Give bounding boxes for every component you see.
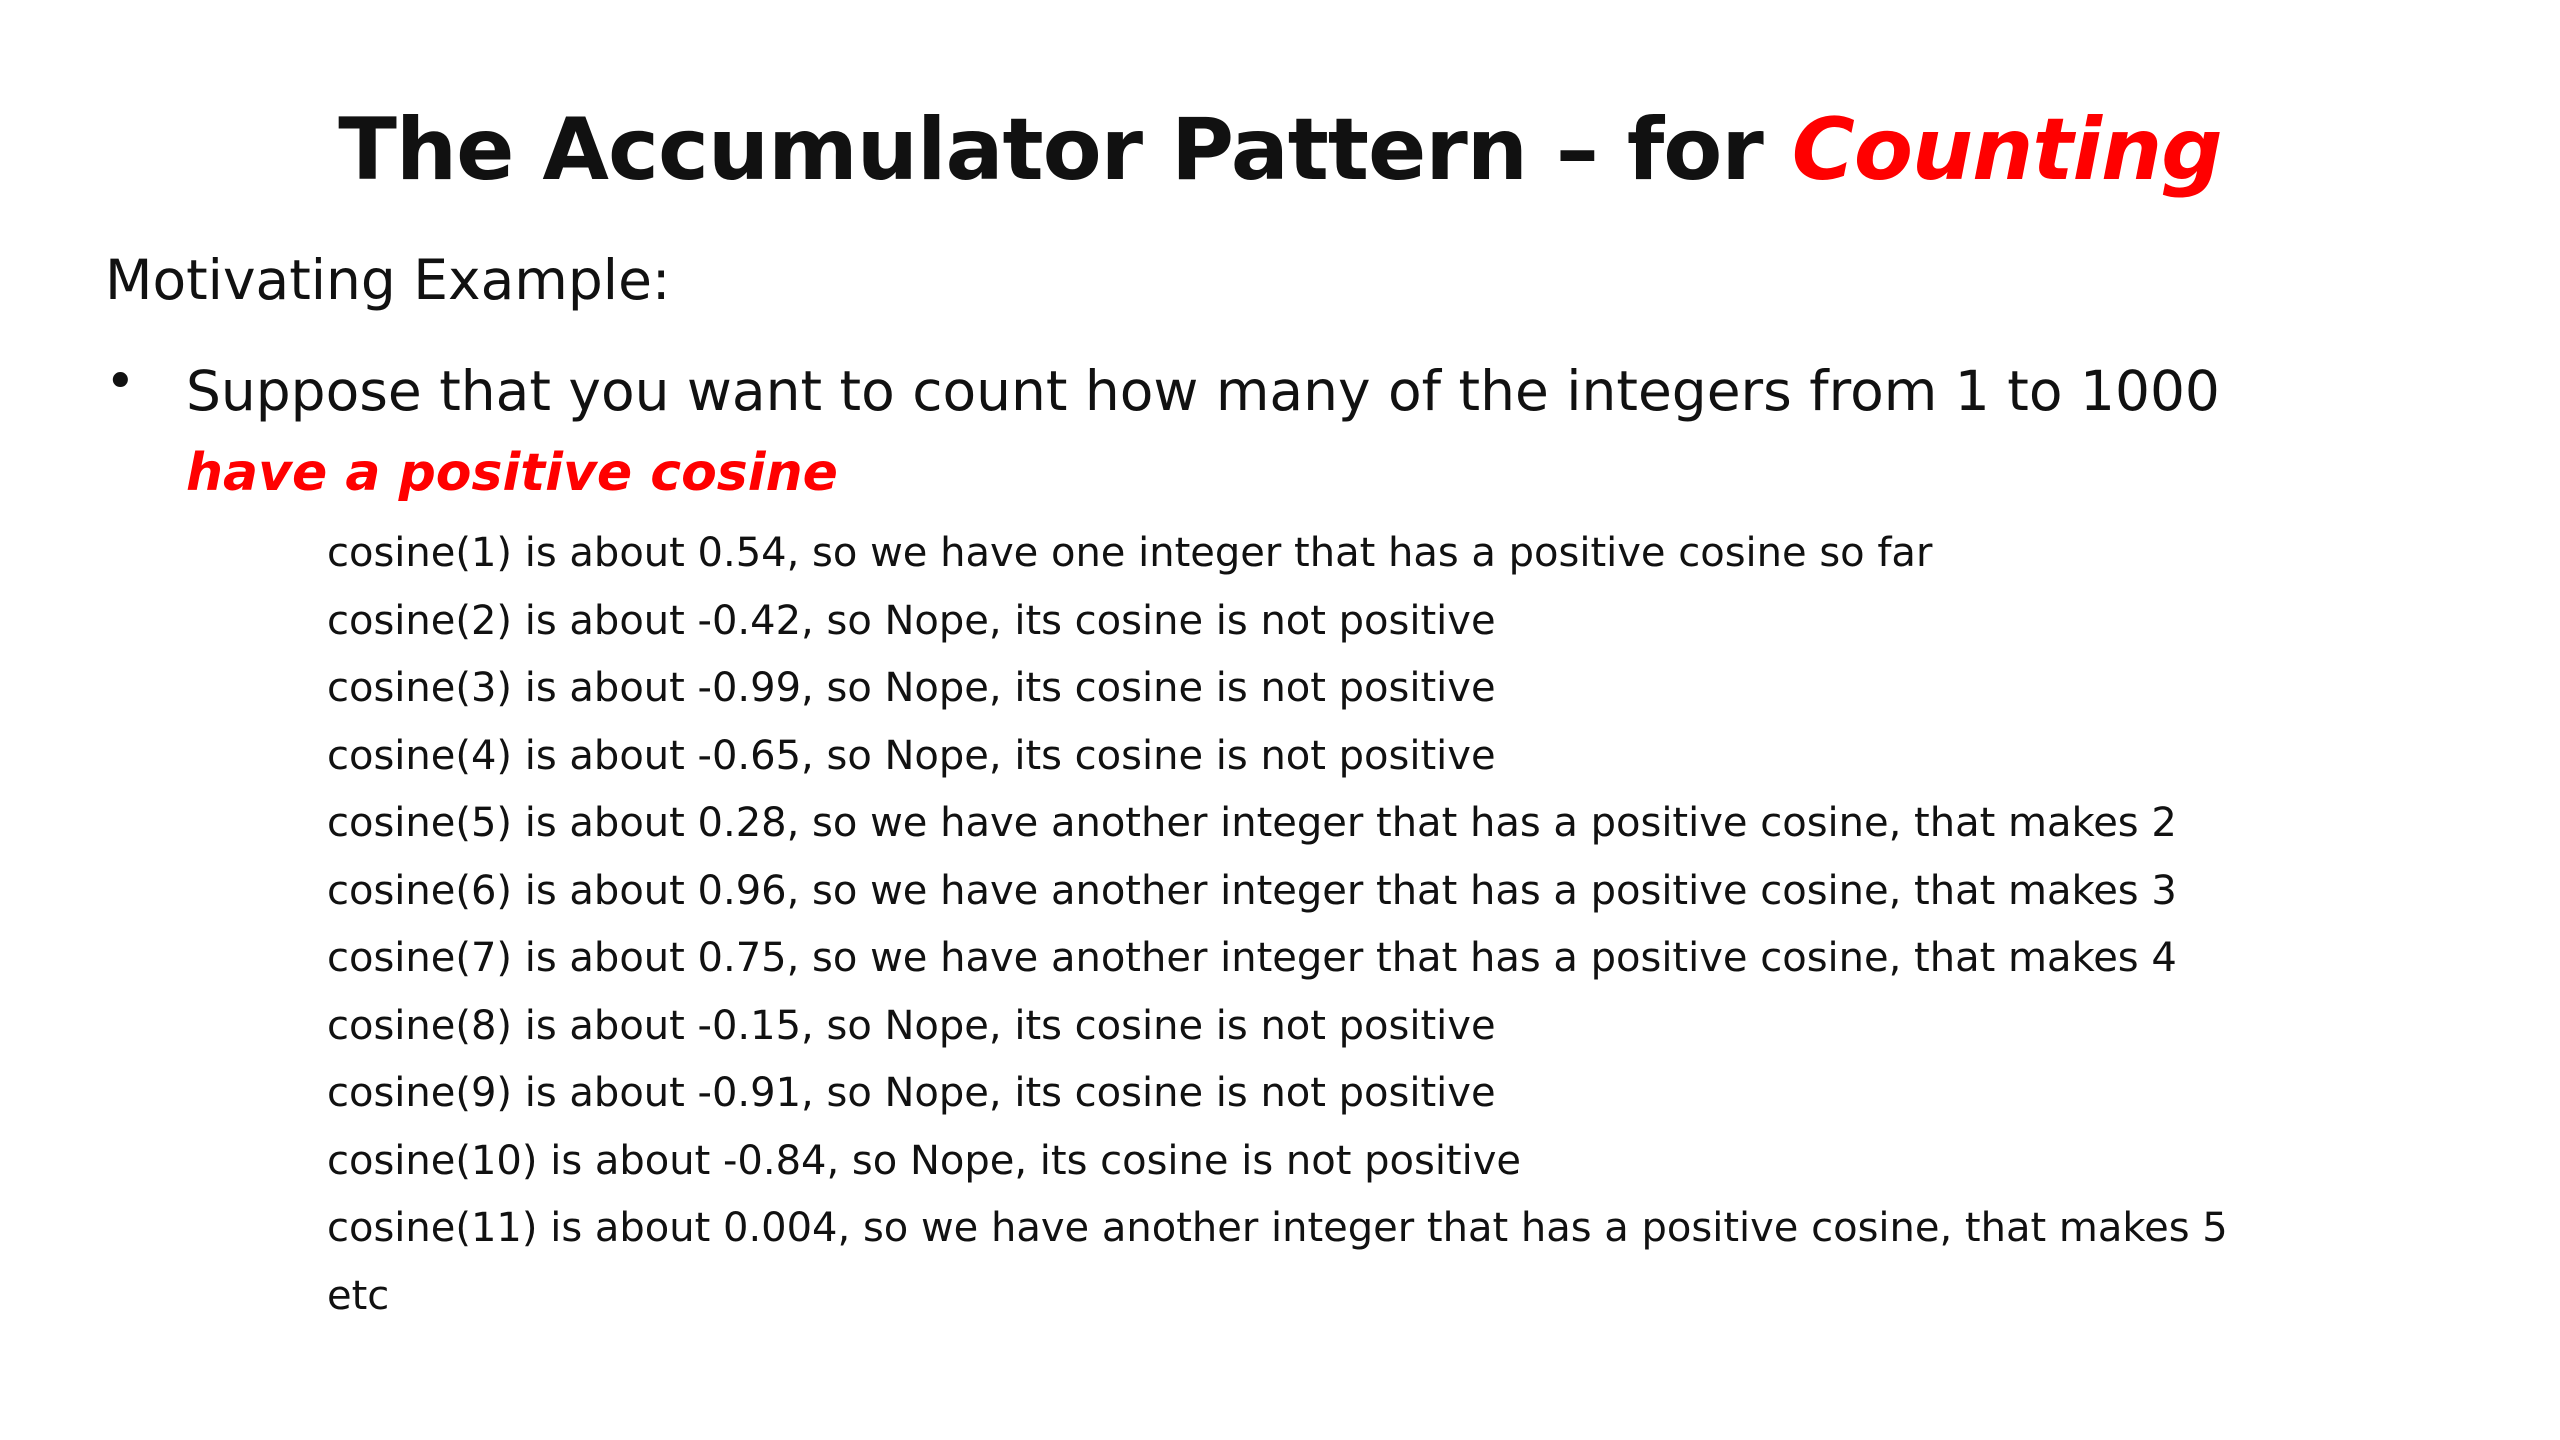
slide-title bbox=[0, 100, 2560, 200]
cosine-example-line: cosine(6) is about 0.96, so we have another integer that has a positive cosine, that makes 3 bbox=[327, 867, 2177, 914]
cosine-example-line: cosine(4) is about -0.65, so Nope, its cosine is not positive bbox=[327, 732, 1496, 779]
cosine-example-line: cosine(9) is about -0.91, so Nope, its cosine is not positive bbox=[327, 1070, 1496, 1116]
cosine-example-line: cosine(11) is about 0.004, so we have another integer that has a positive cosine, that makes 5 bbox=[327, 1205, 2228, 1251]
cosine-example-line: cosine(7) is about 0.75, so we have another integer that has a positive cosine, that makes 4 bbox=[327, 935, 2177, 981]
cosine-example-line: cosine(1) is about 0.54, so we have one integer that has a positive cosine so far bbox=[327, 530, 1933, 576]
intro-heading: Motivating Example: bbox=[105, 248, 671, 312]
title-accent: Counting bbox=[1791, 100, 2222, 200]
cosine-example-line: cosine(2) is about -0.42, so Nope, its cosine is not positive bbox=[327, 597, 1496, 644]
bullet-marker: • bbox=[105, 352, 136, 412]
title-main: The Accumulator Pattern – for bbox=[338, 100, 1792, 200]
bullet-emphasis: have a positive cosine bbox=[186, 443, 838, 503]
bullet-item bbox=[186, 350, 2220, 514]
cosine-example-line: cosine(5) is about 0.28, so we have another integer that has a positive cosine, that makes 2 bbox=[327, 800, 2177, 846]
bullet-text: Suppose that you want to count how many of the integers from 1 to 1000 bbox=[186, 359, 2220, 423]
cosine-example-line: cosine(3) is about -0.99, so Nope, its cosine is not positive bbox=[327, 665, 1496, 711]
cosine-example-line: cosine(10) is about -0.84, so Nope, its cosine is not positive bbox=[327, 1137, 1522, 1184]
cosine-examples-list bbox=[327, 520, 2228, 1330]
cosine-example-line: etc bbox=[327, 1272, 390, 1319]
cosine-example-line: cosine(8) is about -0.15, so Nope, its cosine is not positive bbox=[327, 1002, 1496, 1049]
